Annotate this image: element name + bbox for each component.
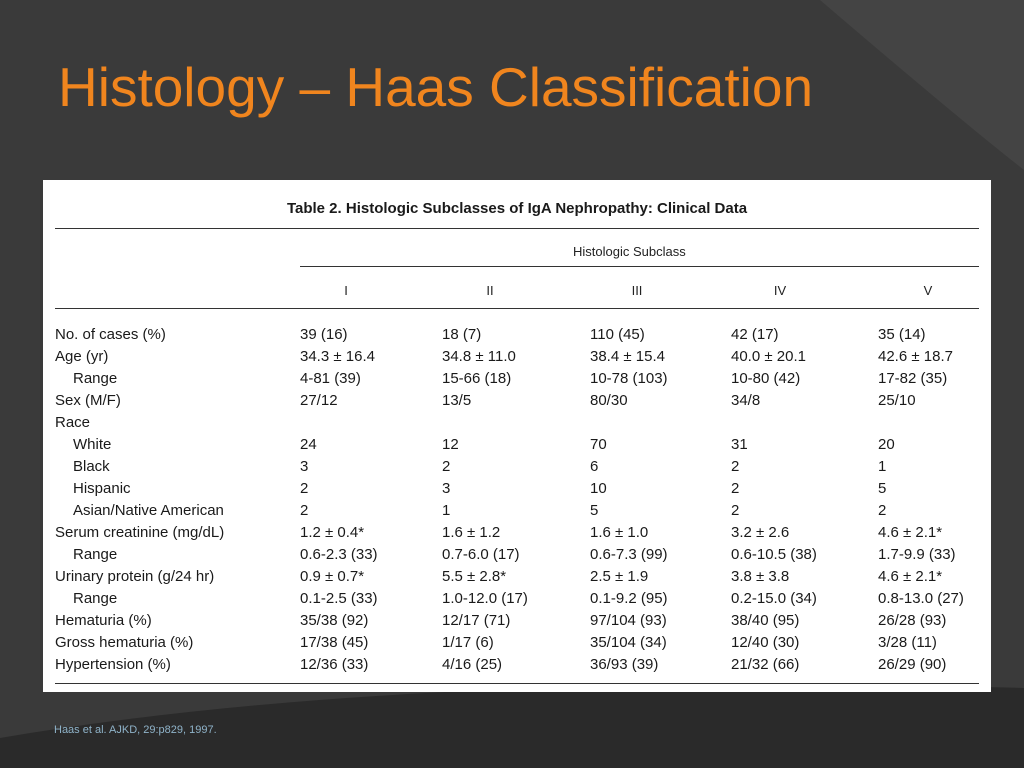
cell-subclass-II: 1 (442, 502, 451, 519)
cell-subclass-IV: 42 (17) (731, 326, 779, 343)
cell-subclass-V: 1 (878, 458, 887, 475)
cell-subclass-I: 0.6-2.3 (33) (300, 546, 378, 563)
cell-subclass-V: 26/29 (90) (878, 656, 947, 673)
cell-subclass-V: 20 (878, 436, 895, 453)
row-label: Gross hematuria (%) (55, 634, 194, 651)
table-row (43, 610, 991, 632)
cell-subclass-IV: 3.8 ± 3.8 (731, 568, 790, 585)
cell-subclass-V: 35 (14) (878, 326, 926, 343)
row-label: Range (73, 546, 118, 563)
cell-subclass-III: 10-78 (103) (590, 370, 668, 387)
row-label: Hypertension (%) (55, 656, 171, 673)
cell-subclass-III: 80/30 (590, 392, 628, 409)
cell-subclass-V: 26/28 (93) (878, 612, 947, 629)
table-row (43, 434, 991, 456)
row-label: Hispanic (73, 480, 131, 497)
cell-subclass-II: 0.7-6.0 (17) (442, 546, 520, 563)
cell-subclass-II: 18 (7) (442, 326, 482, 343)
table-row (43, 390, 991, 412)
table-row (43, 324, 991, 346)
column-header-III: III (631, 283, 643, 298)
cell-subclass-II: 15-66 (18) (442, 370, 512, 387)
cell-subclass-IV: 31 (731, 436, 748, 453)
cell-subclass-II: 1.0-12.0 (17) (442, 590, 528, 607)
table-row (43, 632, 991, 654)
cell-subclass-I: 1.2 ± 0.4* (300, 524, 365, 541)
cell-subclass-V: 4.6 ± 2.1* (878, 568, 943, 585)
column-header-IV: IV (773, 283, 787, 298)
cell-subclass-IV: 0.6-10.5 (38) (731, 546, 817, 563)
cell-subclass-III: 35/104 (34) (590, 634, 667, 651)
row-label: Hematuria (%) (55, 612, 152, 629)
cell-subclass-IV: 3.2 ± 2.6 (731, 524, 790, 541)
cell-subclass-I: 2 (300, 502, 309, 519)
cell-subclass-II: 1.6 ± 1.2 (442, 524, 501, 541)
cell-subclass-IV: 12/40 (30) (731, 634, 800, 651)
cell-subclass-III: 10 (590, 480, 607, 497)
row-label: Asian/Native American (73, 502, 224, 519)
row-label: Race (55, 414, 91, 431)
slide-title: Histology – Haas Classification (58, 56, 814, 118)
cell-subclass-IV: 2 (731, 480, 740, 497)
row-label: Range (73, 590, 118, 607)
cell-subclass-III: 6 (590, 458, 599, 475)
table-body (43, 324, 991, 676)
cell-subclass-I: 0.1-2.5 (33) (300, 590, 378, 607)
cell-subclass-III: 70 (590, 436, 607, 453)
cell-subclass-I: 0.9 ± 0.7* (300, 568, 365, 585)
table-row (43, 588, 991, 610)
table-row (43, 456, 991, 478)
cell-subclass-III: 0.6-7.3 (99) (590, 546, 668, 563)
table-row (43, 346, 991, 368)
cell-subclass-V: 1.7-9.9 (33) (878, 546, 956, 563)
row-label: Range (73, 370, 118, 387)
column-header-V: V (923, 283, 933, 298)
cell-subclass-V: 0.8-13.0 (27) (878, 590, 964, 607)
subclass-header: Histologic Subclass (573, 244, 686, 259)
cell-subclass-V: 25/10 (878, 392, 916, 409)
cell-subclass-I: 12/36 (33) (300, 656, 369, 673)
column-header-I: I (344, 283, 348, 298)
header-bottom-rule (55, 308, 979, 309)
row-label: Sex (M/F) (55, 392, 121, 409)
cell-subclass-IV: 0.2-15.0 (34) (731, 590, 817, 607)
cell-subclass-II: 4/16 (25) (442, 656, 503, 673)
cell-subclass-V: 4.6 ± 2.1* (878, 524, 943, 541)
cell-subclass-II: 1/17 (6) (442, 634, 494, 651)
cell-subclass-I: 39 (16) (300, 326, 348, 343)
cell-subclass-IV: 40.0 ± 20.1 (731, 348, 806, 365)
cell-subclass-I: 3 (300, 458, 309, 475)
table-row (43, 544, 991, 566)
cell-subclass-V: 3/28 (11) (878, 634, 937, 651)
cell-subclass-I: 34.3 ± 16.4 (300, 348, 375, 365)
clinical-data-table (43, 180, 991, 692)
cell-subclass-III: 110 (45) (590, 326, 645, 343)
cell-subclass-III: 36/93 (39) (590, 656, 659, 673)
cell-subclass-IV: 10-80 (42) (731, 370, 801, 387)
cell-subclass-III: 0.1-9.2 (95) (590, 590, 668, 607)
cell-subclass-V: 17-82 (35) (878, 370, 948, 387)
cell-subclass-II: 3 (442, 480, 451, 497)
cell-subclass-I: 27/12 (300, 392, 338, 409)
cell-subclass-III: 97/104 (93) (590, 612, 667, 629)
table-row (43, 500, 991, 522)
cell-subclass-I: 24 (300, 436, 317, 453)
citation: Haas et al. AJKD, 29:p829, 1997. (54, 724, 217, 736)
column-header-II: II (486, 283, 494, 298)
cell-subclass-IV: 2 (731, 458, 740, 475)
cell-subclass-III: 38.4 ± 15.4 (590, 348, 665, 365)
cell-subclass-III: 1.6 ± 1.0 (590, 524, 649, 541)
row-label: Age (yr) (55, 348, 109, 365)
row-label: White (73, 436, 112, 453)
cell-subclass-IV: 2 (731, 502, 740, 519)
table-top-rule (55, 228, 979, 229)
cell-subclass-II: 2 (442, 458, 451, 475)
row-label: Serum creatinine (mg/dL) (55, 524, 225, 541)
table-row (43, 566, 991, 588)
cell-subclass-I: 4-81 (39) (300, 370, 361, 387)
cell-subclass-V: 5 (878, 480, 887, 497)
cell-subclass-II: 34.8 ± 11.0 (442, 348, 516, 365)
cell-subclass-III: 2.5 ± 1.9 (590, 568, 649, 585)
cell-subclass-V: 2 (878, 502, 887, 519)
cell-subclass-V: 42.6 ± 18.7 (878, 348, 953, 365)
row-label: Black (73, 458, 110, 475)
cell-subclass-I: 17/38 (45) (300, 634, 369, 651)
row-label: No. of cases (%) (55, 326, 166, 343)
table-row (43, 368, 991, 390)
table-caption: Table 2. Histologic Subclasses of IgA Nephropathy: Clinical Data (286, 200, 748, 217)
table-bottom-rule (55, 683, 979, 684)
table-row (43, 412, 991, 434)
cell-subclass-IV: 21/32 (66) (731, 656, 800, 673)
cell-subclass-I: 2 (300, 480, 309, 497)
subclass-rule (300, 266, 979, 267)
cell-subclass-III: 5 (590, 502, 599, 519)
row-label: Urinary protein (g/24 hr) (55, 568, 215, 585)
table-row (43, 478, 991, 500)
table-row (43, 654, 991, 676)
cell-subclass-II: 12 (442, 436, 459, 453)
cell-subclass-IV: 38/40 (95) (731, 612, 800, 629)
cell-subclass-II: 13/5 (442, 392, 472, 409)
cell-subclass-II: 12/17 (71) (442, 612, 511, 629)
cell-subclass-IV: 34/8 (731, 392, 761, 409)
cell-subclass-II: 5.5 ± 2.8* (442, 568, 507, 585)
cell-subclass-I: 35/38 (92) (300, 612, 369, 629)
table-row (43, 522, 991, 544)
